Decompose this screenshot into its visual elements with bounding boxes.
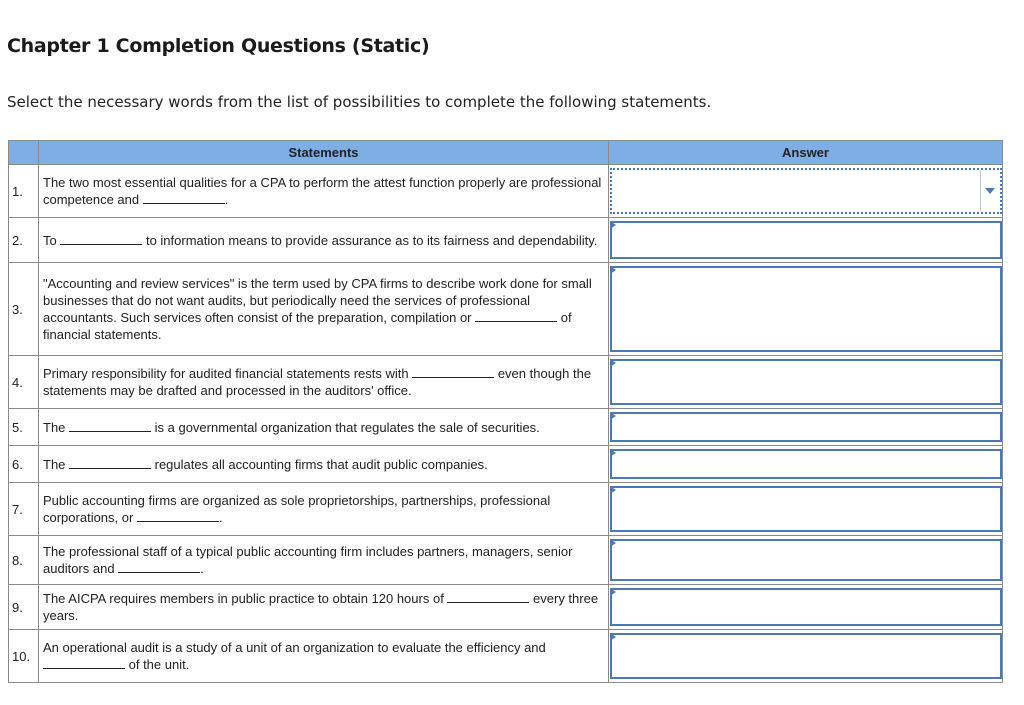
question-number: 7. xyxy=(9,483,39,536)
answer-header: Answer xyxy=(609,141,1003,165)
answer-dropdown[interactable] xyxy=(610,168,1002,214)
statement-fragment: The xyxy=(43,419,70,435)
fill-in-blank xyxy=(43,657,125,669)
answer-dropdown[interactable] xyxy=(610,588,1002,626)
fill-in-blank xyxy=(447,591,529,603)
fill-in-blank xyxy=(60,233,142,245)
statement-fragment: The professional staff of a typical public accounting firm includes partners, managers, senior auditors and xyxy=(43,544,573,576)
question-number: 1. xyxy=(9,165,39,218)
statement-fragment: The xyxy=(43,456,70,472)
answer-dropdown[interactable] xyxy=(610,266,1002,352)
fill-in-blank xyxy=(69,457,151,469)
expand-arrow-icon xyxy=(610,633,616,641)
number-header xyxy=(9,141,39,165)
fill-in-blank xyxy=(475,310,557,322)
expand-arrow-icon xyxy=(610,221,616,229)
question-number: 4. xyxy=(9,356,39,409)
chevron-down-icon[interactable] xyxy=(980,171,999,211)
expand-arrow-icon xyxy=(610,266,616,274)
statement-text xyxy=(39,585,609,630)
fill-in-blank xyxy=(118,561,200,573)
statement-text xyxy=(39,165,609,218)
statement-text xyxy=(39,218,609,263)
statement-text xyxy=(39,483,609,536)
statement-fragment: Primary responsibility for audited financial statements rests with xyxy=(43,366,413,381)
answer-dropdown[interactable] xyxy=(610,633,1002,679)
question-number: 3. xyxy=(9,263,39,356)
table-row xyxy=(9,536,1003,585)
statement-fragment: . xyxy=(224,192,229,207)
statement-text xyxy=(39,263,609,356)
statement-fragment: To xyxy=(43,232,61,248)
answer-dropdown[interactable] xyxy=(610,221,1002,259)
statement-fragment: regulates all accounting firms that audit public companies. xyxy=(151,456,488,472)
fill-in-blank xyxy=(137,510,219,522)
expand-arrow-icon xyxy=(610,359,616,367)
statement-fragment: An operational audit is a study of a unit of an organization to evaluate the efficiency and xyxy=(43,640,546,655)
answer-dropdown[interactable] xyxy=(610,449,1002,479)
statement-text xyxy=(39,446,609,483)
table-row xyxy=(9,356,1003,409)
fill-in-blank xyxy=(143,192,225,204)
page-title: Chapter 1 Completion Questions (Static) xyxy=(7,35,430,57)
statement-fragment: even though the statements may be drafted and processed in the auditors' office. xyxy=(43,366,592,398)
statement-text xyxy=(39,630,609,683)
statement-fragment: to information means to provide assurance as to its fairness and dependability. xyxy=(142,232,598,248)
fill-in-blank xyxy=(69,420,151,432)
expand-arrow-icon xyxy=(610,412,616,420)
statement-fragment: of financial statements. xyxy=(43,310,572,342)
question-number: 10. xyxy=(9,630,39,683)
statement-fragment: every three years. xyxy=(43,591,599,623)
table-row xyxy=(9,263,1003,356)
statement-text xyxy=(39,356,609,409)
table-row xyxy=(9,218,1003,263)
fill-in-blank xyxy=(412,366,494,378)
question-number: 2. xyxy=(9,218,39,263)
question-number: 6. xyxy=(9,446,39,483)
statements-header: Statements xyxy=(39,141,609,165)
question-number: 8. xyxy=(9,536,39,585)
completion-table xyxy=(8,140,1003,683)
statement-fragment: is a governmental organization that regulates the sale of securities. xyxy=(151,419,540,435)
table-row xyxy=(9,630,1003,683)
instructions: Select the necessary words from the list of possibilities to complete the following statements. xyxy=(7,93,712,111)
statement-fragment: The two most essential qualities for a CPA to perform the attest function properly are professional competence and xyxy=(43,175,602,207)
table-row xyxy=(9,165,1003,218)
statement-fragment: . xyxy=(200,561,204,576)
table-row xyxy=(9,483,1003,536)
statement-fragment: . xyxy=(218,510,223,525)
expand-arrow-icon xyxy=(610,486,616,494)
expand-arrow-icon xyxy=(610,539,616,547)
statement-fragment: of the unit. xyxy=(125,657,190,672)
answer-dropdown[interactable] xyxy=(610,486,1002,532)
table-row xyxy=(9,585,1003,630)
question-number: 9. xyxy=(9,585,39,630)
statement-text xyxy=(39,409,609,446)
statement-fragment: Public accounting firms are organized as sole proprietorships, partnerships, professional corporations, or xyxy=(43,493,551,525)
question-number: 5. xyxy=(9,409,39,446)
answer-dropdown[interactable] xyxy=(610,539,1002,581)
table-row xyxy=(9,409,1003,446)
statement-text xyxy=(39,536,609,585)
expand-arrow-icon xyxy=(610,588,616,596)
answer-dropdown[interactable] xyxy=(610,412,1002,442)
expand-arrow-icon xyxy=(610,449,616,457)
statement-fragment: "Accounting and review services" is the term used by CPA firms to describe work done for small businesses that do not want audits, but periodically need the services of professional accountants. Such services often consist of the preparation, compilation or xyxy=(43,276,592,325)
table-row xyxy=(9,446,1003,483)
answer-dropdown[interactable] xyxy=(610,359,1002,405)
statement-fragment: The AICPA requires members in public practice to obtain 120 hours of xyxy=(43,591,448,606)
